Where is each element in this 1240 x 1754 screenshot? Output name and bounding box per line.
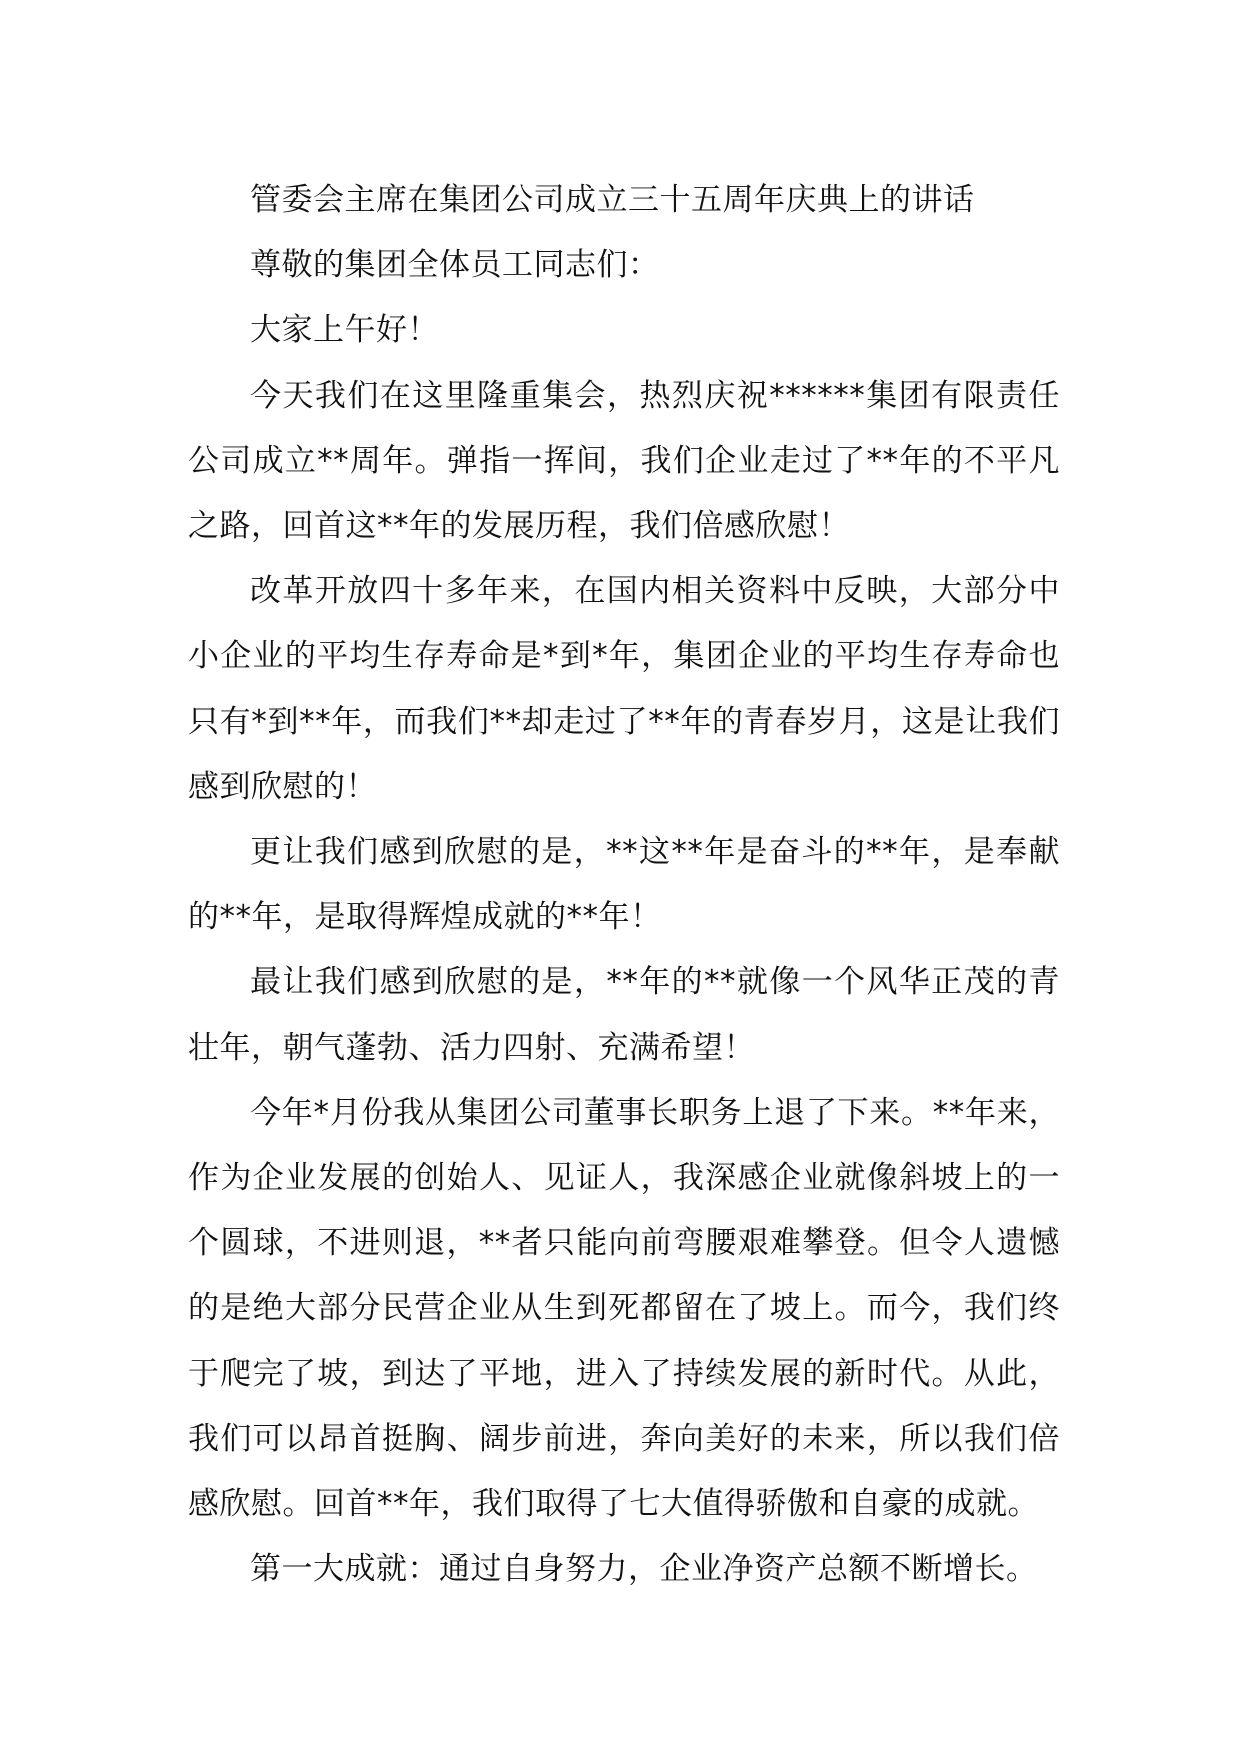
paragraph: 最让我们感到欣慰的是，**年的**就像一个风华正茂的青壮年，朝气蓬勃、活力四射、充满希望！ — [188, 964, 1060, 1066]
paragraph: 第一大成就：通过自身努力，企业净资产总额不断增长。 — [250, 1551, 1038, 1588]
paragraph: 今天我们在这里隆重集会，热烈庆祝******集团有限责任公司成立**周年。弹指一挥间，我们企业走过了**年的不平凡之路，回首这**年的发展历程，我们倍感欣慰！ — [188, 377, 1060, 545]
document-title: 管委会主席在集团公司成立三十五周年庆典上的讲话 — [250, 182, 975, 218]
paragraph: 今年*月份我从集团公司董事长职务上退了下来。**年来，作为企业发展的创始人、见证人，我深感企业就像斜坡上的一个圆球，不进则退，**者只能向前弯腰艰难攀登。但令人遗憾的是绝大部分民营企业从生到死都留在了坡上。而今，我们终于爬完了坡，到达了平地，进入了持续发展的新时代。从此，我们可以昂首挺胸、阔步前进，奔向美好的未来，所以我们倍感欣慰。回首**年，我们取得了七大值得骄傲和自豪的成就。 — [188, 1094, 1060, 1523]
salutation: 尊敬的集团全体员工同志们： — [250, 247, 660, 284]
greeting: 大家上午好！ — [250, 312, 439, 349]
document-body — [188, 168, 1060, 1602]
paragraph: 更让我们感到欣慰的是，**这**年是奋斗的**年，是奉献的**年，是取得辉煌成就的**年！ — [188, 834, 1060, 936]
paragraph: 改革开放四十多年来，在国内相关资料中反映，大部分中小企业的平均生存寿命是*到*年，集团企业的平均生存寿命也只有*到**年，而我们**却走过了**年的青春岁月，这是让我们感到欣慰的！ — [188, 573, 1060, 805]
